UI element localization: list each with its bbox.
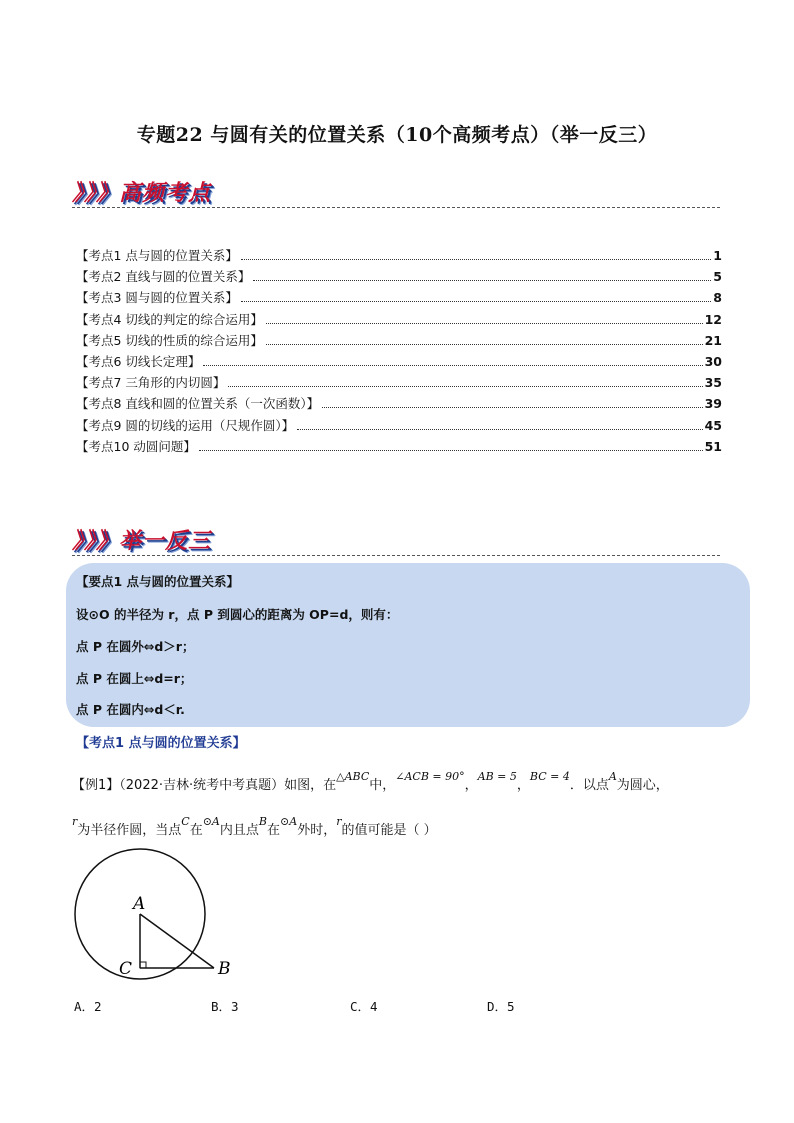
toc-item[interactable]: 【考点8 直线和圆的位置关系（一次函数）】 39 xyxy=(76,396,722,411)
keypoint-heading: 【要点1 点与圆的位置关系】 xyxy=(76,574,240,589)
example-question-line-2: $^r$为半径作圆，当点$^C$在$^{⊙A}$内且点$^B$在$^{⊙A}$外时，$^r$的值可能是（ ） xyxy=(72,815,437,838)
section-divider xyxy=(72,207,720,208)
toc-item[interactable]: 【考点7 三角形的内切圆】 35 xyxy=(76,375,722,390)
right-angle-mark xyxy=(140,962,146,968)
toc-item[interactable]: 【考点10 动圆问题】 51 xyxy=(76,439,722,454)
choice-c[interactable]: C．4 xyxy=(350,999,378,1014)
toc-item[interactable]: 【考点9 圆的切线的运用（尺规作圆）】 45 xyxy=(76,418,722,433)
toc-item[interactable]: 【考点4 切线的判定的综合运用】 12 xyxy=(76,312,722,327)
toc-item[interactable]: 【考点1 点与圆的位置关系】 1 xyxy=(76,248,722,263)
section-heading-high-frequency: 》》》高频考点 xyxy=(72,180,212,206)
keypoint-line: 点 P 在圆外⇔d＞r； xyxy=(76,639,195,654)
segment-ab xyxy=(140,914,214,968)
keypoint-line: 点 P 在圆上⇔d=r； xyxy=(76,671,193,686)
section-divider xyxy=(72,555,720,556)
example-question-line-1: 【例1】（2022·吉林·统考中考真题）如图，在$^{\triangle ABC}$中，$^{\angle ACB = 90^\circ}$，$^{AB = 5}$，$^{BC = 4}$．以点$^A$为圆心， xyxy=(72,770,669,793)
kaodian-heading: 【考点1 点与圆的位置关系】 xyxy=(76,736,246,751)
choice-a[interactable]: A．2 xyxy=(74,999,102,1014)
keypoint-line: 点 P 在圆内⇔d＜r. xyxy=(76,702,185,717)
section-heading-examples: 》》》举一反三 xyxy=(72,528,212,554)
toc-item[interactable]: 【考点6 切线长定理】 30 xyxy=(76,354,722,369)
toc-item[interactable]: 【考点3 圆与圆的位置关系】 8 xyxy=(76,290,722,305)
toc-item[interactable]: 【考点5 切线的性质的综合运用】 21 xyxy=(76,333,722,348)
label-c: C xyxy=(119,959,133,979)
choice-d[interactable]: D．5 xyxy=(487,999,515,1014)
label-b: B xyxy=(218,959,231,979)
toc-item[interactable]: 【考点2 直线与圆的位置关系】 5 xyxy=(76,269,722,284)
page-title: 专题22 与圆有关的位置关系（10个高频考点）（举一反三） xyxy=(136,124,658,146)
label-a: A xyxy=(133,894,146,914)
geometry-figure xyxy=(66,848,246,988)
choice-b[interactable]: B．3 xyxy=(211,999,239,1014)
keypoint-line: 设⊙O 的半径为 r，点 P 到圆心的距离为 OP=d，则有： xyxy=(76,607,399,622)
